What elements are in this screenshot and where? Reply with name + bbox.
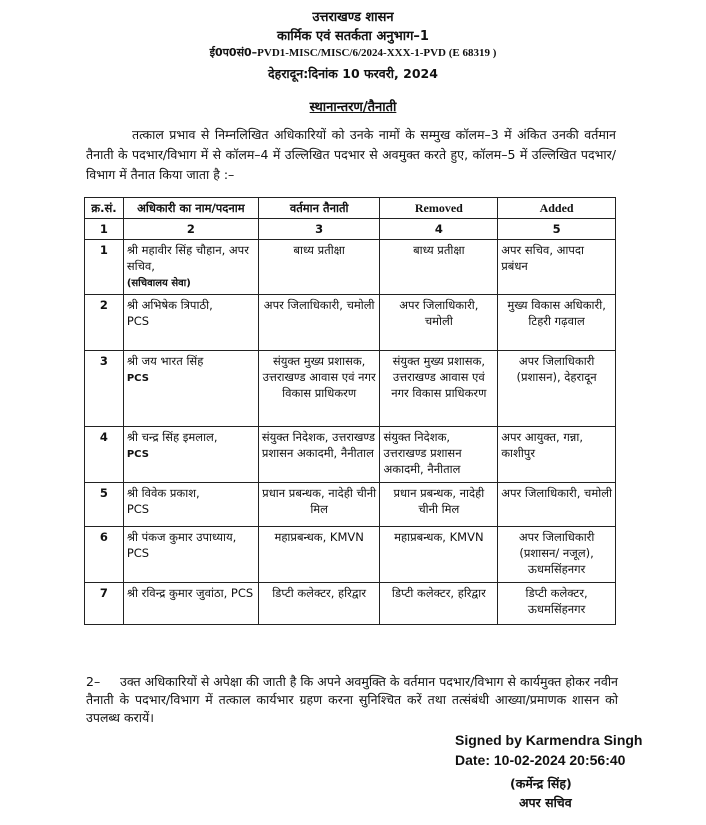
current-cell: अपर जिलाधिकारी, चमोली [258,295,380,351]
reference-code: PVD1-MISC/MISC/6/2024-XXX-1-PVD (E 68319 ) [257,47,497,59]
current-cell: संयुक्त निदेशक, उत्तराखण्ड प्रशासन अकादमी, नैनीताल [258,427,380,483]
serial-cell: 4 [85,427,124,483]
table-row [85,483,616,527]
removed-cell: बाध्य प्रतीक्षा [380,240,498,295]
current-cell: डिप्टी कलेक्टर, हरिद्वार [258,583,380,625]
officer-service: PCS [126,314,150,328]
col-num: 3 [258,219,380,240]
header-officer: अधिकारी का नाम/पदनाम [123,198,258,219]
removed-cell: संयुक्त मुख्य प्रशासक, उत्तराखण्ड आवास एवं नगर विकास प्राधिकरण [380,351,498,427]
date-line: देहरादून:दिनांक 10 फरवरी, 2024 [268,66,438,81]
header-serial: क्र.सं. [85,198,124,219]
removed-cell: महाप्रबन्धक, KMVN [380,527,498,583]
header-govt: उत्तराखण्ड शासन [312,10,394,25]
officer-service: PCS [126,373,149,384]
paragraph-2-text: उक्त अधिकारियों से अपेक्षा की जाती है कि अपने अवमुक्ति के वर्तमान पदभार/विभाग से कार्यमुक्त होकर नवीन तैनाती के पदभार/विभाग में तत्काल कार्यभार ग्रहण करना सुनिश्चित करें तथा तत्संबंधी आख्या/प्रमाणक शासन को उपलब्ध करायें। [86,674,618,725]
col-num: 2 [123,219,258,240]
added-cell: अपर जिलाधिकारी, चमोली [498,483,616,527]
officer-service: PCS [126,449,149,460]
digital-signature-name: Signed by Karmendra Singh [455,732,643,748]
current-cell: प्रधान प्रबन्धक, नादेही चीनी मिल [258,483,380,527]
current-cell: महाप्रबन्धक, KMVN [258,527,380,583]
column-number-row [85,219,616,240]
officer-name: श्री महावीर सिंह चौहान, अपर सचिव, [126,243,249,273]
signatory-name: (कर्मेन्द्र सिंह) [510,776,572,791]
serial-cell: 6 [85,527,124,583]
officer-cell: श्री पंकज कुमार उपाध्याय, PCS [123,527,258,583]
added-cell: मुख्य विकास अधिकारी, टिहरी गढ़वाल [498,295,616,351]
officer-service: PCS [126,502,150,516]
table-header-row [85,198,616,219]
officer-cell [123,427,258,483]
table-row [85,240,616,295]
serial-cell: 5 [85,483,124,527]
added-cell: डिप्टी कलेक्टर, ऊधमसिंहनगर [498,583,616,625]
current-cell: बाध्य प्रतीक्षा [258,240,380,295]
serial-cell: 1 [85,240,124,295]
header-section: कार्मिक एवं सतर्कता अनुभाग–1 [277,29,429,44]
officer-cell [123,295,258,351]
officer-cell [123,351,258,427]
removed-cell: डिप्टी कलेक्टर, हरिद्वार [380,583,498,625]
added-cell: अपर सचिव, आपदा प्रबंधन [498,240,616,295]
header-added: Added [498,198,616,219]
paragraph-2 [86,673,618,727]
added-cell: अपर जिलाधिकारी (प्रशासन/ नजूल), ऊधमसिंहनगर [498,527,616,583]
officer-name: श्री जय भारत सिंह [126,354,204,368]
removed-cell: संयुक्त निदेशक, उत्तराखण्ड प्रशासन अकादमी, नैनीताल [380,427,498,483]
serial-cell: 3 [85,351,124,427]
table-row [85,527,616,583]
col-num: 4 [380,219,498,240]
officer-cell [123,483,258,527]
officer-name: श्री अभिषेक त्रिपाठी, [126,298,213,312]
officer-name: श्री चन्द्र सिंह इमलाल, [126,430,218,444]
table-row [85,583,616,625]
current-cell: संयुक्त मुख्य प्रशासक, उत्तराखण्ड आवास एवं नगर विकास प्राधिकरण [258,351,380,427]
reference-number [0,45,706,60]
officer-service: (सचिवालय सेवा) [126,278,191,289]
serial-cell: 7 [85,583,124,625]
table-row [85,427,616,483]
header-current: वर्तमान तैनाती [258,198,380,219]
officer-cell: श्री रविन्द्र कुमार जुवांठा, PCS [123,583,258,625]
signatory-designation: अपर सचिव [519,795,572,810]
added-cell: अपर आयुक्त, गन्ना, काशीपुर [498,427,616,483]
paragraph-number: 2– [86,674,101,689]
col-num: 5 [498,219,616,240]
header-removed: Removed [380,198,498,219]
table-row [85,351,616,427]
table-row [85,295,616,351]
subject-heading: स्थानान्तरण/तैनाती [309,100,397,115]
intro-paragraph: तत्काल प्रभाव से निम्नलिखित अधिकारियों को उनके नामों के सम्मुख कॉलम–3 में अंकित उनकी वर्तमान तैनाती के पदभार/विभाग में से कॉलम–4 में उल्लिखित पदभार से अवमुक्त करते हुए, कॉलम–5 में उल्लिखित पदभार/विभाग में तैनात किया जाता है :– [86,127,616,182]
col-num: 1 [85,219,124,240]
digital-signature-date: Date: 10-02-2024 20:56:40 [455,752,626,768]
reference-prefix: ई0प0सं0– [209,46,258,59]
transfer-table [84,197,616,625]
officer-cell [123,240,258,295]
officer-name: श्री विवेक प्रकाश, [126,486,200,500]
removed-cell: अपर जिलाधिकारी, चमोली [380,295,498,351]
serial-cell: 2 [85,295,124,351]
added-cell: अपर जिलाधिकारी (प्रशासन), देहरादून [498,351,616,427]
removed-cell: प्रधान प्रबन्धक, नादेही चीनी मिल [380,483,498,527]
